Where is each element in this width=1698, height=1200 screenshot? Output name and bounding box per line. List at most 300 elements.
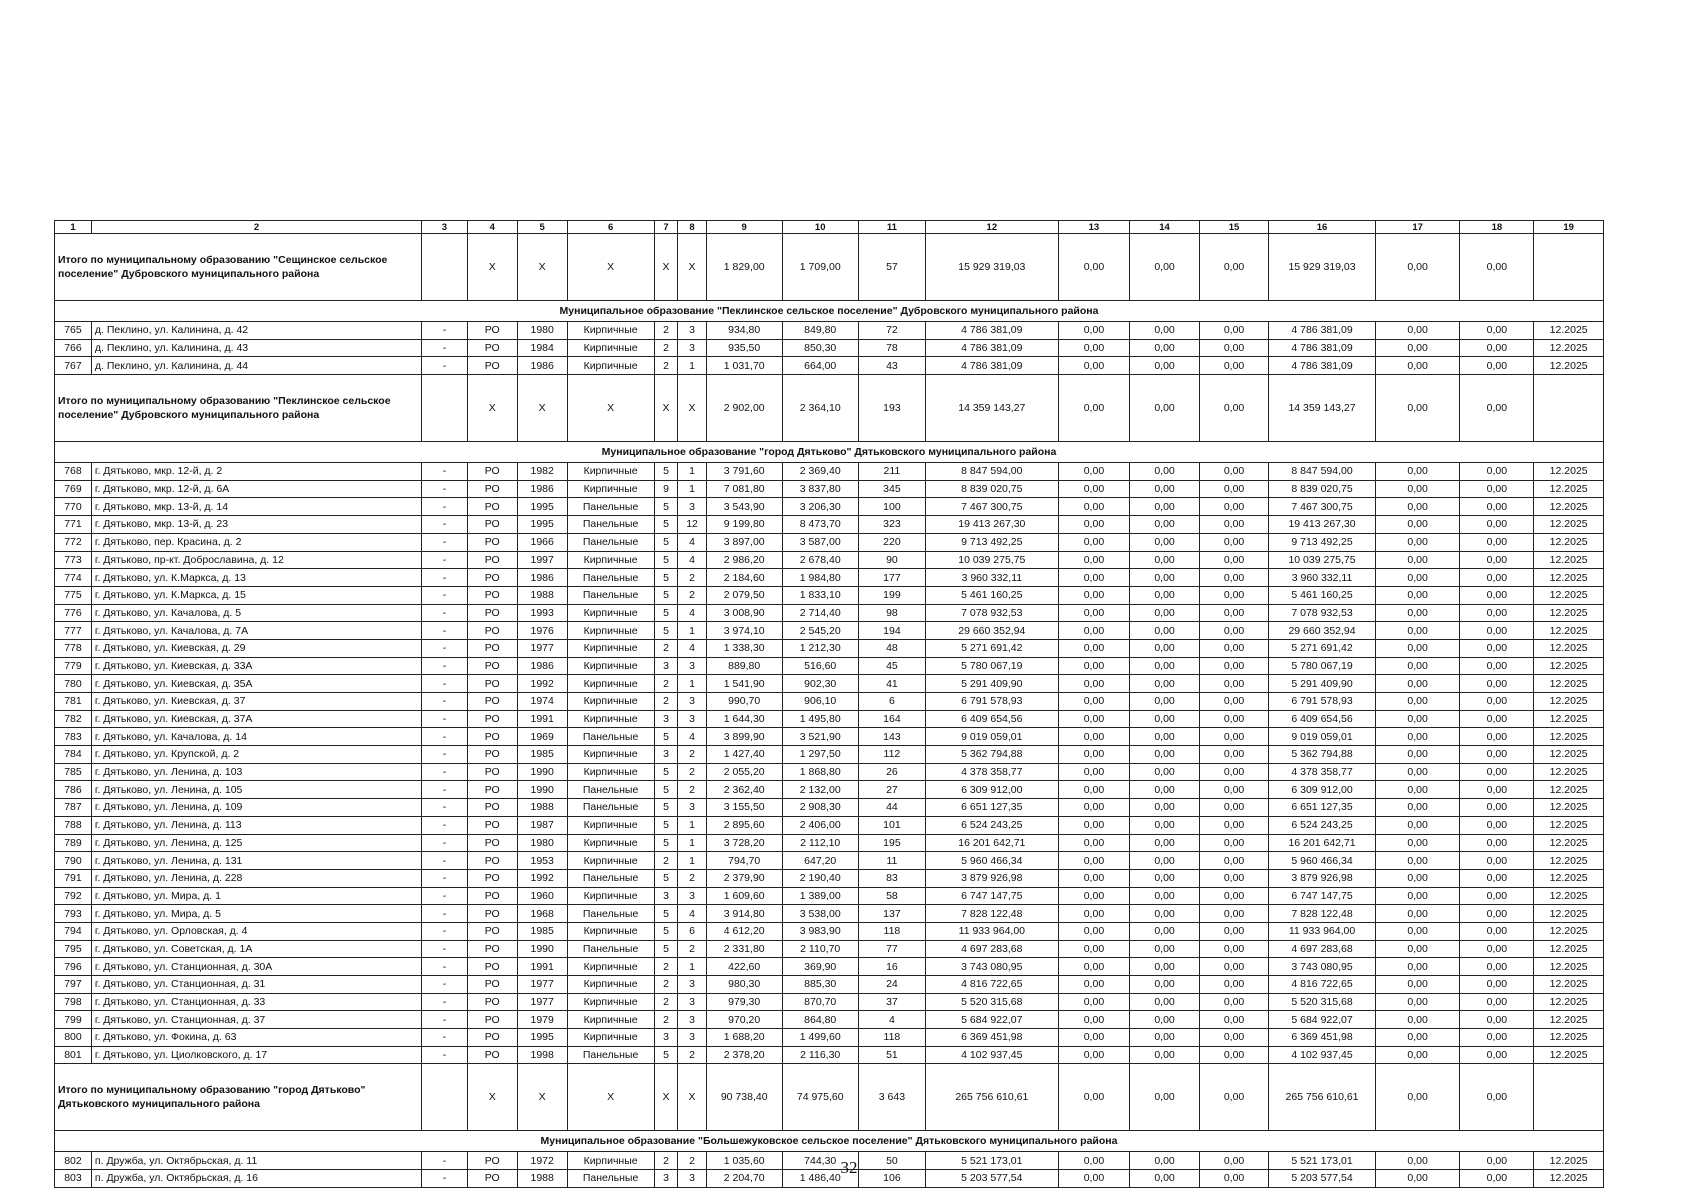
cell-c5: 1976 (517, 622, 567, 640)
cell-c4: РО (467, 357, 517, 375)
cell-c12: 3 960 332,11 (926, 569, 1059, 587)
cell-c12: 9 713 492,25 (926, 533, 1059, 551)
cell-c12: 8 847 594,00 (926, 463, 1059, 481)
cell-c12: 6 747 147,75 (926, 887, 1059, 905)
cell-c4: РО (467, 834, 517, 852)
address-cell: г. Дятьково, ул. Ленина, д. 131 (91, 852, 421, 870)
cell-c15: 0,00 (1199, 604, 1269, 622)
cell-c11: 51 (858, 1046, 925, 1064)
cell-c19: 12.2025 (1534, 852, 1604, 870)
cell-c10: 1 212,30 (782, 639, 858, 657)
cell-c17: 0,00 (1375, 357, 1460, 375)
cell-c6: Кирпичные (567, 1011, 654, 1029)
cell-c6: Кирпичные (567, 357, 654, 375)
cell-c10: 885,30 (782, 976, 858, 994)
cell-c11: 37 (858, 993, 925, 1011)
table-row (55, 586, 1604, 604)
cell-c9: 3 155,50 (706, 799, 782, 817)
cell-c7: 2 (654, 976, 678, 994)
cell-c17: 0,00 (1375, 234, 1460, 301)
cell-c14: 0,00 (1130, 710, 1200, 728)
cell-c7: 3 (654, 1029, 678, 1047)
cell-c8: X (678, 375, 706, 442)
table-row (55, 1011, 1604, 1029)
cell-c3: - (422, 976, 468, 994)
table-row (55, 516, 1604, 534)
cell-c17: 0,00 (1375, 480, 1460, 498)
cell-c15: 0,00 (1199, 958, 1269, 976)
cell-c1: 783 (55, 728, 92, 746)
cell-c9: 4 612,20 (706, 922, 782, 940)
cell-c5: 1984 (517, 339, 567, 357)
column-number-cell: 4 (467, 221, 517, 234)
table-row (55, 533, 1604, 551)
cell-c13: 0,00 (1058, 781, 1130, 799)
cell-c6: Панельные (567, 498, 654, 516)
cell-c16: 6 409 654,56 (1269, 710, 1375, 728)
cell-c4: РО (467, 710, 517, 728)
cell-c8: X (678, 234, 706, 301)
cell-c3 (422, 375, 468, 442)
cell-c3: - (422, 586, 468, 604)
address-cell: г. Дятьково, ул. Станционная, д. 30А (91, 958, 421, 976)
cell-c7: 5 (654, 940, 678, 958)
cell-c14: 0,00 (1130, 852, 1200, 870)
cell-c6: Панельные (567, 586, 654, 604)
cell-c1: 784 (55, 746, 92, 764)
address-cell: г. Дятьково, ул. Киевская, д. 35А (91, 675, 421, 693)
column-number-cell: 13 (1058, 221, 1130, 234)
cell-c14: 0,00 (1130, 976, 1200, 994)
cell-c13: 0,00 (1058, 728, 1130, 746)
cell-c6: Панельные (567, 569, 654, 587)
cell-c7: 5 (654, 781, 678, 799)
cell-c11: 41 (858, 675, 925, 693)
cell-c14: 0,00 (1130, 234, 1200, 301)
cell-c17: 0,00 (1375, 533, 1460, 551)
section-title: Муниципальное образование "город Дятьково" Дятьковского муниципального района (55, 442, 1604, 463)
table-row (55, 551, 1604, 569)
cell-c8: 2 (678, 746, 706, 764)
section-heading-row (55, 301, 1604, 322)
cell-c5: 1972 (517, 1152, 567, 1170)
cell-c11: 50 (858, 1152, 925, 1170)
cell-c11: 72 (858, 322, 925, 340)
cell-c17: 0,00 (1375, 1011, 1460, 1029)
subtotal-row (55, 234, 1604, 301)
cell-c4: РО (467, 604, 517, 622)
cell-c12: 3 743 080,95 (926, 958, 1059, 976)
cell-c3: - (422, 887, 468, 905)
cell-c17: 0,00 (1375, 922, 1460, 940)
cell-c8: 3 (678, 322, 706, 340)
cell-c18: 0,00 (1460, 834, 1534, 852)
cell-c12: 6 651 127,35 (926, 799, 1059, 817)
cell-c8: 2 (678, 1152, 706, 1170)
cell-c13: 0,00 (1058, 551, 1130, 569)
cell-c1: 791 (55, 869, 92, 887)
cell-c5: 1986 (517, 657, 567, 675)
cell-c15: 0,00 (1199, 480, 1269, 498)
cell-c6: Кирпичные (567, 834, 654, 852)
cell-c16: 7 078 932,53 (1269, 604, 1375, 622)
cell-c1: 789 (55, 834, 92, 852)
cell-c4: РО (467, 657, 517, 675)
cell-c9: 422,60 (706, 958, 782, 976)
cell-c8: 1 (678, 852, 706, 870)
cell-c9: 1 427,40 (706, 746, 782, 764)
cell-c5: 1982 (517, 463, 567, 481)
address-cell: п. Дружба, ул. Октябрьская, д. 16 (91, 1170, 421, 1188)
cell-c6: Кирпичные (567, 922, 654, 940)
cell-c6: Кирпичные (567, 480, 654, 498)
cell-c9: 889,80 (706, 657, 782, 675)
cell-c6: Кирпичные (567, 322, 654, 340)
table-row (55, 710, 1604, 728)
cell-c7: 5 (654, 533, 678, 551)
address-cell: г. Дятьково, пер. Красина, д. 2 (91, 533, 421, 551)
cell-c19: 12.2025 (1534, 976, 1604, 994)
cell-c5: 1990 (517, 763, 567, 781)
column-number-cell: 10 (782, 221, 858, 234)
cell-c9: 3 728,20 (706, 834, 782, 852)
cell-c11: 16 (858, 958, 925, 976)
cell-c10: 1 297,50 (782, 746, 858, 764)
cell-c3: - (422, 569, 468, 587)
cell-c19: 12.2025 (1534, 604, 1604, 622)
cell-c5: 1998 (517, 1046, 567, 1064)
table-row (55, 940, 1604, 958)
address-cell: д. Пеклино, ул. Калинина, д. 43 (91, 339, 421, 357)
cell-c17: 0,00 (1375, 834, 1460, 852)
cell-c8: 2 (678, 869, 706, 887)
cell-c16: 15 929 319,03 (1269, 234, 1375, 301)
cell-c11: 100 (858, 498, 925, 516)
column-number-cell: 16 (1269, 221, 1375, 234)
cell-c15: 0,00 (1199, 498, 1269, 516)
cell-c5: 1992 (517, 869, 567, 887)
cell-c13: 0,00 (1058, 1029, 1130, 1047)
cell-c5: 1988 (517, 586, 567, 604)
cell-c15: 0,00 (1199, 1029, 1269, 1047)
cell-c4: РО (467, 887, 517, 905)
cell-c16: 7 828 122,48 (1269, 905, 1375, 923)
address-cell: г. Дятьково, ул. Станционная, д. 33 (91, 993, 421, 1011)
cell-c19 (1534, 375, 1604, 442)
cell-c1: 803 (55, 1170, 92, 1188)
cell-c9: 1 338,30 (706, 639, 782, 657)
housing-table (54, 220, 1604, 1188)
column-number-cell: 7 (654, 221, 678, 234)
cell-c15: 0,00 (1199, 710, 1269, 728)
cell-c4: РО (467, 480, 517, 498)
cell-c13: 0,00 (1058, 339, 1130, 357)
cell-c9: 3 791,60 (706, 463, 782, 481)
cell-c19: 12.2025 (1534, 1170, 1604, 1188)
address-cell: г. Дятьково, ул. Ленина, д. 113 (91, 816, 421, 834)
cell-c3: - (422, 763, 468, 781)
cell-c18: 0,00 (1460, 976, 1534, 994)
cell-c17: 0,00 (1375, 1170, 1460, 1188)
cell-c8: 3 (678, 1029, 706, 1047)
cell-c18: 0,00 (1460, 604, 1534, 622)
cell-c9: 1 031,70 (706, 357, 782, 375)
cell-c19: 12.2025 (1534, 322, 1604, 340)
cell-c12: 6 369 451,98 (926, 1029, 1059, 1047)
table-row (55, 922, 1604, 940)
table-row (55, 816, 1604, 834)
cell-c3: - (422, 480, 468, 498)
cell-c6: Кирпичные (567, 746, 654, 764)
cell-c4: РО (467, 622, 517, 640)
column-number-cell: 11 (858, 221, 925, 234)
cell-c17: 0,00 (1375, 763, 1460, 781)
cell-c10: 849,80 (782, 322, 858, 340)
cell-c17: 0,00 (1375, 1152, 1460, 1170)
cell-c13: 0,00 (1058, 763, 1130, 781)
cell-c3: - (422, 958, 468, 976)
table-row (55, 498, 1604, 516)
cell-c4: РО (467, 905, 517, 923)
table-row (55, 604, 1604, 622)
cell-c13: 0,00 (1058, 869, 1130, 887)
cell-c17: 0,00 (1375, 586, 1460, 604)
cell-c15: 0,00 (1199, 1170, 1269, 1188)
address-cell: г. Дятьково, ул. Ленина, д. 105 (91, 781, 421, 799)
cell-c12: 5 271 691,42 (926, 639, 1059, 657)
cell-c6: Кирпичные (567, 693, 654, 711)
cell-c5: 1991 (517, 958, 567, 976)
table-row (55, 852, 1604, 870)
cell-c15: 0,00 (1199, 357, 1269, 375)
cell-c9: 2 379,90 (706, 869, 782, 887)
cell-c8: 3 (678, 976, 706, 994)
cell-c10: 74 975,60 (782, 1064, 858, 1131)
cell-c12: 265 756 610,61 (926, 1064, 1059, 1131)
cell-c8: 3 (678, 887, 706, 905)
cell-c13: 0,00 (1058, 834, 1130, 852)
cell-c15: 0,00 (1199, 516, 1269, 534)
cell-c13: 0,00 (1058, 905, 1130, 923)
cell-c17: 0,00 (1375, 728, 1460, 746)
cell-c11: 4 (858, 1011, 925, 1029)
cell-c3: - (422, 993, 468, 1011)
cell-c7: 5 (654, 799, 678, 817)
address-cell: г. Дятьково, ул. Станционная, д. 37 (91, 1011, 421, 1029)
table-row (55, 887, 1604, 905)
cell-c10: 870,70 (782, 993, 858, 1011)
cell-c7: 5 (654, 604, 678, 622)
cell-c1: 795 (55, 940, 92, 958)
cell-c6: Кирпичные (567, 463, 654, 481)
cell-c1: 799 (55, 1011, 92, 1029)
cell-c10: 2 116,30 (782, 1046, 858, 1064)
cell-c18: 0,00 (1460, 516, 1534, 534)
cell-c12: 4 378 358,77 (926, 763, 1059, 781)
cell-c12: 5 960 466,34 (926, 852, 1059, 870)
cell-c13: 0,00 (1058, 586, 1130, 604)
cell-c11: 194 (858, 622, 925, 640)
column-number-cell: 17 (1375, 221, 1460, 234)
cell-c16: 29 660 352,94 (1269, 622, 1375, 640)
cell-c18: 0,00 (1460, 569, 1534, 587)
cell-c3: - (422, 905, 468, 923)
cell-c9: 3 897,00 (706, 533, 782, 551)
cell-c3: - (422, 322, 468, 340)
cell-c5: 1995 (517, 516, 567, 534)
cell-c9: 935,50 (706, 339, 782, 357)
cell-c16: 8 847 594,00 (1269, 463, 1375, 481)
cell-c14: 0,00 (1130, 746, 1200, 764)
cell-c8: 2 (678, 940, 706, 958)
cell-c1: 800 (55, 1029, 92, 1047)
cell-c1: 772 (55, 533, 92, 551)
cell-c9: 934,80 (706, 322, 782, 340)
cell-c16: 6 651 127,35 (1269, 799, 1375, 817)
cell-c14: 0,00 (1130, 357, 1200, 375)
cell-c6: Кирпичные (567, 657, 654, 675)
table-row (55, 639, 1604, 657)
cell-c15: 0,00 (1199, 339, 1269, 357)
cell-c1: 797 (55, 976, 92, 994)
cell-c14: 0,00 (1130, 1011, 1200, 1029)
column-number-cell: 1 (55, 221, 92, 234)
cell-c13: 0,00 (1058, 887, 1130, 905)
cell-c11: 3 643 (858, 1064, 925, 1131)
address-cell: г. Дятьково, ул. Мира, д. 1 (91, 887, 421, 905)
cell-c17: 0,00 (1375, 905, 1460, 923)
cell-c14: 0,00 (1130, 816, 1200, 834)
cell-c11: 90 (858, 551, 925, 569)
cell-c9: 3 543,90 (706, 498, 782, 516)
address-cell: г. Дятьково, ул. К.Маркса, д. 13 (91, 569, 421, 587)
cell-c7: 2 (654, 1011, 678, 1029)
cell-c18: 0,00 (1460, 498, 1534, 516)
cell-c9: 3 974,10 (706, 622, 782, 640)
cell-c17: 0,00 (1375, 569, 1460, 587)
cell-c7: 2 (654, 322, 678, 340)
cell-c17: 0,00 (1375, 675, 1460, 693)
table-row (55, 799, 1604, 817)
cell-c17: 0,00 (1375, 622, 1460, 640)
cell-c19: 12.2025 (1534, 922, 1604, 940)
address-cell: п. Дружба, ул. Октябрьская, д. 11 (91, 1152, 421, 1170)
address-cell: г. Дятьково, ул. Орловская, д. 4 (91, 922, 421, 940)
cell-c9: 2 362,40 (706, 781, 782, 799)
cell-c10: 647,20 (782, 852, 858, 870)
cell-c13: 0,00 (1058, 852, 1130, 870)
cell-c13: 0,00 (1058, 357, 1130, 375)
cell-c18: 0,00 (1460, 639, 1534, 657)
column-number-cell: 8 (678, 221, 706, 234)
cell-c10: 1 868,80 (782, 763, 858, 781)
cell-c4: РО (467, 586, 517, 604)
address-cell: г. Дятьково, пр-кт. Доброславина, д. 12 (91, 551, 421, 569)
cell-c3: - (422, 746, 468, 764)
cell-c7: 5 (654, 498, 678, 516)
cell-c11: 48 (858, 639, 925, 657)
cell-c16: 8 839 020,75 (1269, 480, 1375, 498)
cell-c19: 12.2025 (1534, 1029, 1604, 1047)
cell-c6: X (567, 1064, 654, 1131)
cell-c19: 12.2025 (1534, 463, 1604, 481)
cell-c14: 0,00 (1130, 604, 1200, 622)
cell-c7: 2 (654, 339, 678, 357)
cell-c13: 0,00 (1058, 1046, 1130, 1064)
cell-c13: 0,00 (1058, 463, 1130, 481)
cell-c12: 5 291 409,90 (926, 675, 1059, 693)
column-number-row (55, 221, 1604, 234)
cell-c14: 0,00 (1130, 763, 1200, 781)
cell-c1: 790 (55, 852, 92, 870)
cell-c9: 2 331,80 (706, 940, 782, 958)
cell-c7: 2 (654, 993, 678, 1011)
cell-c13: 0,00 (1058, 234, 1130, 301)
cell-c13: 0,00 (1058, 604, 1130, 622)
cell-c7: 3 (654, 710, 678, 728)
cell-c11: 177 (858, 569, 925, 587)
cell-c3: - (422, 710, 468, 728)
cell-c14: 0,00 (1130, 958, 1200, 976)
cell-c6: Кирпичные (567, 958, 654, 976)
cell-c7: 5 (654, 551, 678, 569)
cell-c14: 0,00 (1130, 940, 1200, 958)
cell-c14: 0,00 (1130, 675, 1200, 693)
address-cell: г. Дятьково, ул. Киевская, д. 33А (91, 657, 421, 675)
cell-c18: 0,00 (1460, 375, 1534, 442)
table-row (55, 339, 1604, 357)
cell-c18: 0,00 (1460, 1064, 1534, 1131)
cell-c15: 0,00 (1199, 622, 1269, 640)
cell-c11: 78 (858, 339, 925, 357)
cell-c3: - (422, 781, 468, 799)
address-cell: г. Дятьково, ул. Мира, д. 5 (91, 905, 421, 923)
cell-c12: 6 409 654,56 (926, 710, 1059, 728)
cell-c8: 4 (678, 533, 706, 551)
address-cell: г. Дятьково, ул. Киевская, д. 37А (91, 710, 421, 728)
address-cell: г. Дятьково, ул. Крупской, д. 2 (91, 746, 421, 764)
cell-c15: 0,00 (1199, 869, 1269, 887)
cell-c12: 5 203 577,54 (926, 1170, 1059, 1188)
cell-c8: 1 (678, 357, 706, 375)
cell-c1: 774 (55, 569, 92, 587)
cell-c14: 0,00 (1130, 339, 1200, 357)
cell-c5: 1966 (517, 533, 567, 551)
cell-c18: 0,00 (1460, 869, 1534, 887)
cell-c16: 16 201 642,71 (1269, 834, 1375, 852)
cell-c11: 199 (858, 586, 925, 604)
cell-c17: 0,00 (1375, 463, 1460, 481)
cell-c3: - (422, 834, 468, 852)
cell-c11: 27 (858, 781, 925, 799)
cell-c6: Кирпичные (567, 710, 654, 728)
cell-c13: 0,00 (1058, 1152, 1130, 1170)
cell-c17: 0,00 (1375, 852, 1460, 870)
cell-c15: 0,00 (1199, 781, 1269, 799)
address-cell: д. Пеклино, ул. Калинина, д. 44 (91, 357, 421, 375)
cell-c3: - (422, 498, 468, 516)
cell-c9: 3 008,90 (706, 604, 782, 622)
cell-c5: 1953 (517, 852, 567, 870)
cell-c18: 0,00 (1460, 622, 1534, 640)
cell-c17: 0,00 (1375, 1064, 1460, 1131)
cell-c19: 12.2025 (1534, 834, 1604, 852)
cell-c14: 0,00 (1130, 1029, 1200, 1047)
cell-c1: 780 (55, 675, 92, 693)
cell-c15: 0,00 (1199, 463, 1269, 481)
table-row (55, 976, 1604, 994)
table-row (55, 993, 1604, 1011)
